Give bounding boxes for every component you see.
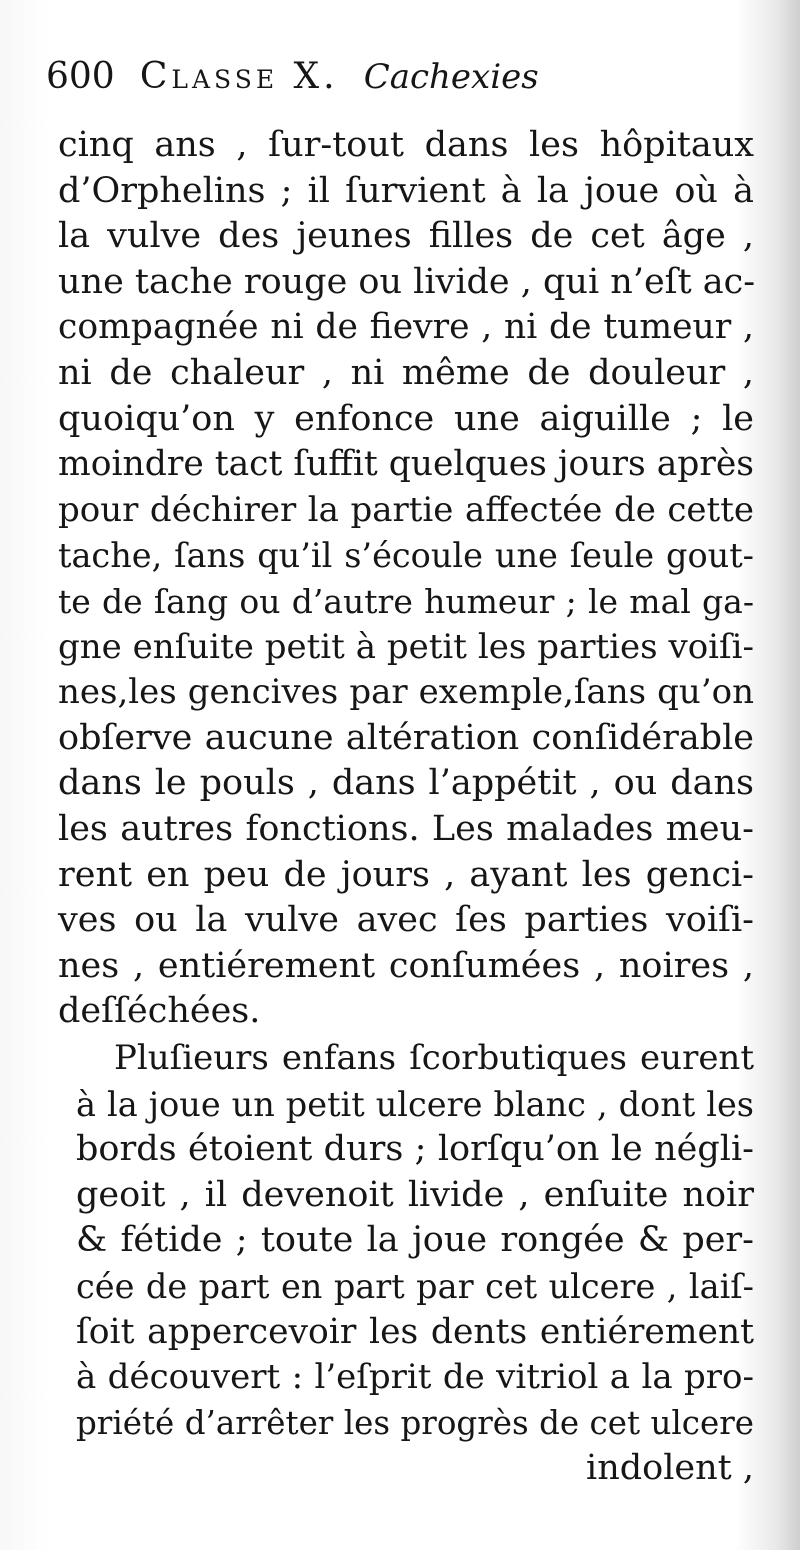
text-line: quoiqu’on y enfonce une aiguille ; le <box>58 398 754 439</box>
paragraph-2 <box>58 1036 754 1492</box>
header-section: Cachexies <box>363 57 539 97</box>
text-line: pour déchirer la partie affectée de cette <box>58 489 754 530</box>
text-line: bords étoient durs ; lorſqu’on le négli- <box>76 1129 754 1170</box>
text-line: ni de chaleur , ni même de douleur , <box>58 352 754 393</box>
text-line: compagnée ni de fievre , ni de tumeur , <box>58 307 754 348</box>
text-line: tache, ſans qu’il s’écoule une ſeule gout- <box>58 536 754 576</box>
text-line: une tache rouge ou livide , qui n’eſt ac- <box>58 261 756 302</box>
text-line: cinq ans , ſur-tout dans les hôpitaux <box>58 125 754 165</box>
text-line: ſoit appercevoir les dents entiérement <box>76 1311 754 1352</box>
text-line: la vulve des jeunes filles de cet âge , <box>58 216 754 257</box>
text-line: nes,les gencives par exemple,ſans qu’on <box>58 672 754 713</box>
catchword-line: indolent , <box>586 1448 754 1489</box>
running-header <box>46 56 766 116</box>
text-line: obſerve aucune altération conſidérable <box>58 717 754 758</box>
text-line: deſſéchées. <box>58 991 261 1032</box>
text-line: à découvert : l’eſprit de vitriol a la pro- <box>76 1357 754 1398</box>
text-line: ves ou la vulve avec ſes parties voiſi- <box>58 900 754 941</box>
header-title: Classe X. <box>139 56 339 97</box>
text-line: & fétide ; toute la joue rongée & per- <box>76 1220 754 1261</box>
text-line: d’Orphelins ; il ſurvient à la joue où à <box>58 170 754 211</box>
text-line: dans le pouls , dans l’appétit , ou dans <box>58 763 754 804</box>
text-line: te de ſang ou d’autre humeur ; le mal ga- <box>58 581 754 621</box>
text-line: les autres fonctions. Les malades meu- <box>58 808 754 849</box>
text-line: geoit , il devenoit livide , enſuite noir <box>76 1174 754 1215</box>
text-line: gne enſuite petit à petit les parties voiſi- <box>58 626 754 667</box>
text-line: rent en peu de jours , ayant les genci- <box>58 854 754 895</box>
text-line: cée de part en part par cet ulcere , laiſ- <box>76 1266 754 1306</box>
text-line: moindre tact ſuffit quelques jours après <box>58 444 754 485</box>
text-line: Pluſieurs enfans ſcorbutiques eurent <box>114 1038 754 1078</box>
paragraph-1 <box>58 123 754 1035</box>
text-line: nes , entiérement conſumées , noires , <box>58 945 754 986</box>
page-number: 600 <box>46 56 115 97</box>
text-line: à la joue un petit ulcere blanc , dont les <box>76 1084 754 1124</box>
text-line: priété d’arrêter les progrès de cet ulcere <box>76 1403 754 1442</box>
